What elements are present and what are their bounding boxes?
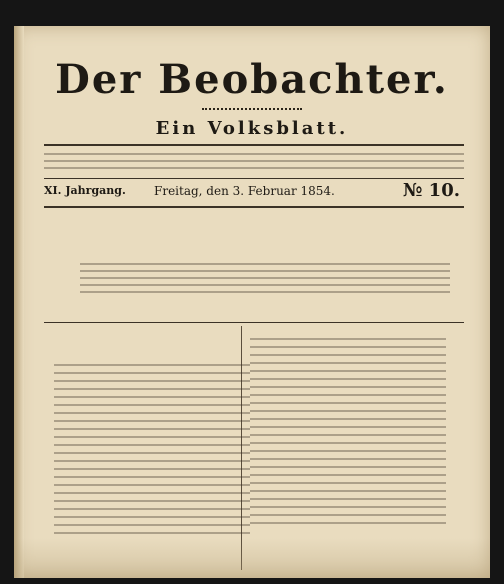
issue-number: № 10. bbox=[402, 180, 460, 201]
newspaper-page bbox=[14, 26, 490, 578]
left-column bbox=[54, 332, 250, 540]
text-line-placeholder bbox=[80, 270, 450, 272]
text-line-placeholder bbox=[44, 160, 464, 162]
masthead-ornament bbox=[202, 108, 302, 114]
masthead-title: Der Beobachter. bbox=[55, 56, 449, 103]
volume-label: XI. Jahrgang. bbox=[44, 184, 126, 197]
page-spine bbox=[14, 26, 24, 578]
rule-announcement bbox=[44, 322, 464, 323]
dateline bbox=[44, 182, 464, 204]
rule-dateline bbox=[44, 206, 464, 208]
text-line-placeholder bbox=[80, 291, 450, 293]
article-heading bbox=[54, 332, 250, 358]
text-line-placeholder bbox=[80, 277, 450, 279]
text-line-placeholder bbox=[44, 167, 464, 169]
text-line-placeholder bbox=[80, 284, 450, 286]
rule-top bbox=[44, 144, 464, 146]
issue-date: Freitag, den 3. Februar 1854. bbox=[154, 184, 335, 198]
text-line-placeholder bbox=[44, 153, 464, 155]
announcement-body-placeholder bbox=[80, 258, 450, 298]
text-line-placeholder bbox=[80, 263, 450, 265]
subscription-info-placeholder bbox=[44, 148, 464, 174]
rule-info bbox=[44, 178, 464, 179]
page-shadow bbox=[14, 538, 490, 578]
right-column bbox=[250, 332, 446, 530]
masthead-subtitle: Ein Volksblatt. bbox=[155, 118, 349, 139]
